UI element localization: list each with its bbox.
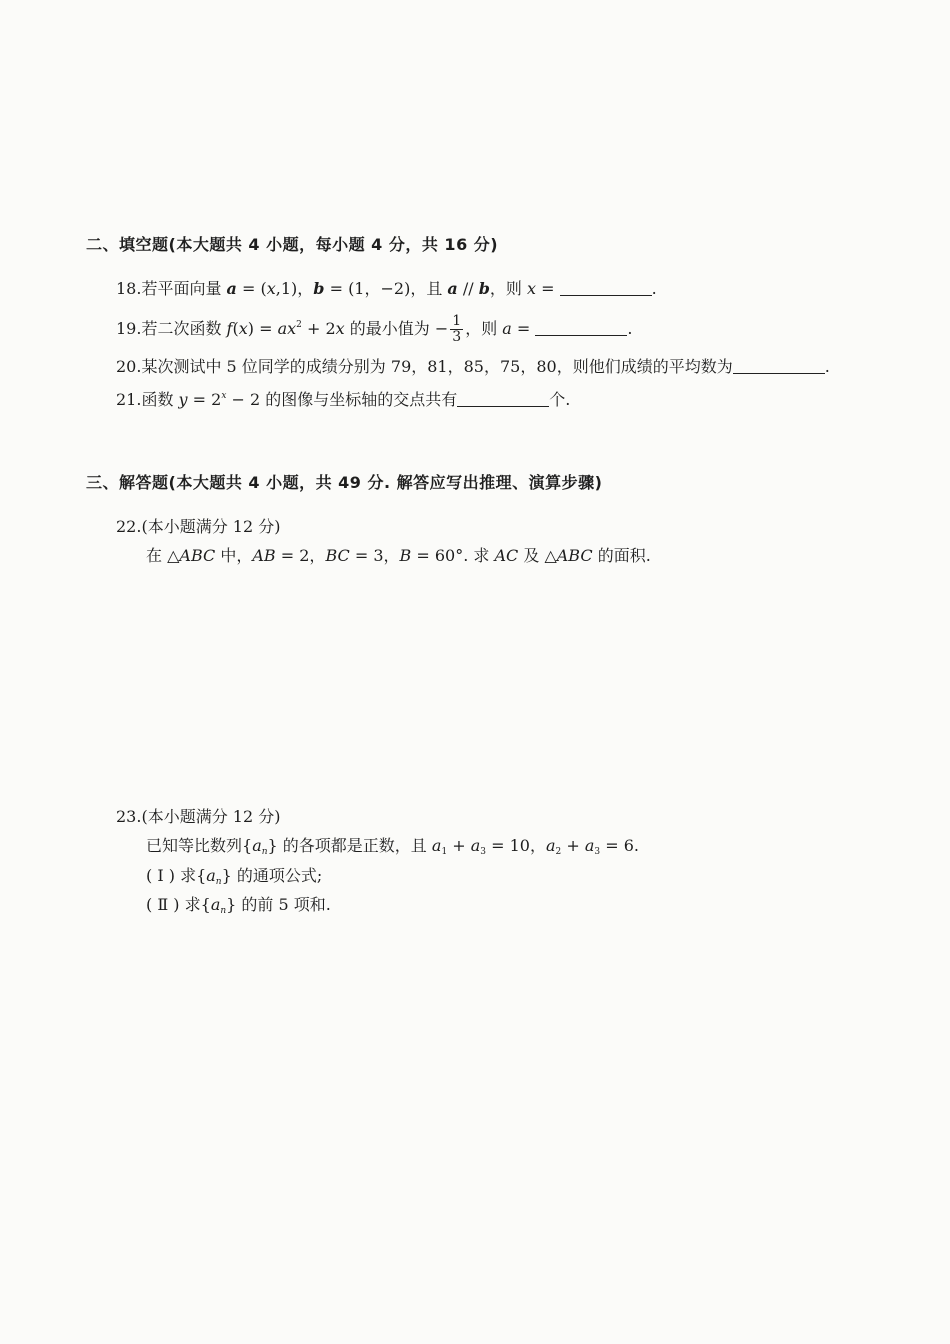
question-20: 20.某次测试中 5 位同学的成绩分别为 79，81，85，75，80，则他们成绩的平均数为 .	[116, 357, 830, 376]
question-23-part-2: ( Ⅱ ) 求$\{a_n\}$ 的前 5 项和.	[146, 895, 331, 916]
question-18: 18.若平面向量 a = (x,1)，b = (1，−2)，且 a // b，则 x = .	[116, 279, 657, 298]
question-21: 21.函数 $y = 2^x - 2$ 的图像与坐标轴的交点共有 个.	[116, 390, 571, 409]
question-19: 19.若二次函数 $f(x) = ax^2 + 2x$ 的最小值为 − $\frac{1}{3}$ ，则 a = .	[116, 313, 633, 345]
section-3-title: 三、解答题(本大题共 4 小题，共 49 分. 解答应写出推理、演算步骤)	[86, 473, 603, 492]
answer-blank-19[interactable]	[535, 319, 627, 336]
answer-blank-18[interactable]	[560, 279, 652, 296]
question-23-body: 已知等比数列$\{a_n\}$ 的各项都是正数，且 $a_1 + a_3 = 10$，$a_2 + a_3 = 6$.	[146, 836, 639, 857]
section-2-title: 二、填空题(本大题共 4 小题，每小题 4 分，共 16 分)	[86, 235, 499, 254]
fraction-one-third: $\frac{1}{3}$	[452, 313, 462, 345]
answer-blank-21[interactable]	[457, 390, 549, 407]
question-23-header: 23.(本小题满分 12 分)	[116, 807, 281, 826]
answer-blank-20[interactable]	[733, 357, 825, 374]
question-22-body: 在 △ABC 中，AB = 2，BC = 3，B = 60°. 求 AC 及 △ABC 的面积.	[146, 546, 651, 565]
question-23-part-1: ( Ⅰ ) 求$\{a_n\}$ 的通项公式;	[146, 866, 323, 887]
question-22-header: 22.(本小题满分 12 分)	[116, 517, 281, 536]
